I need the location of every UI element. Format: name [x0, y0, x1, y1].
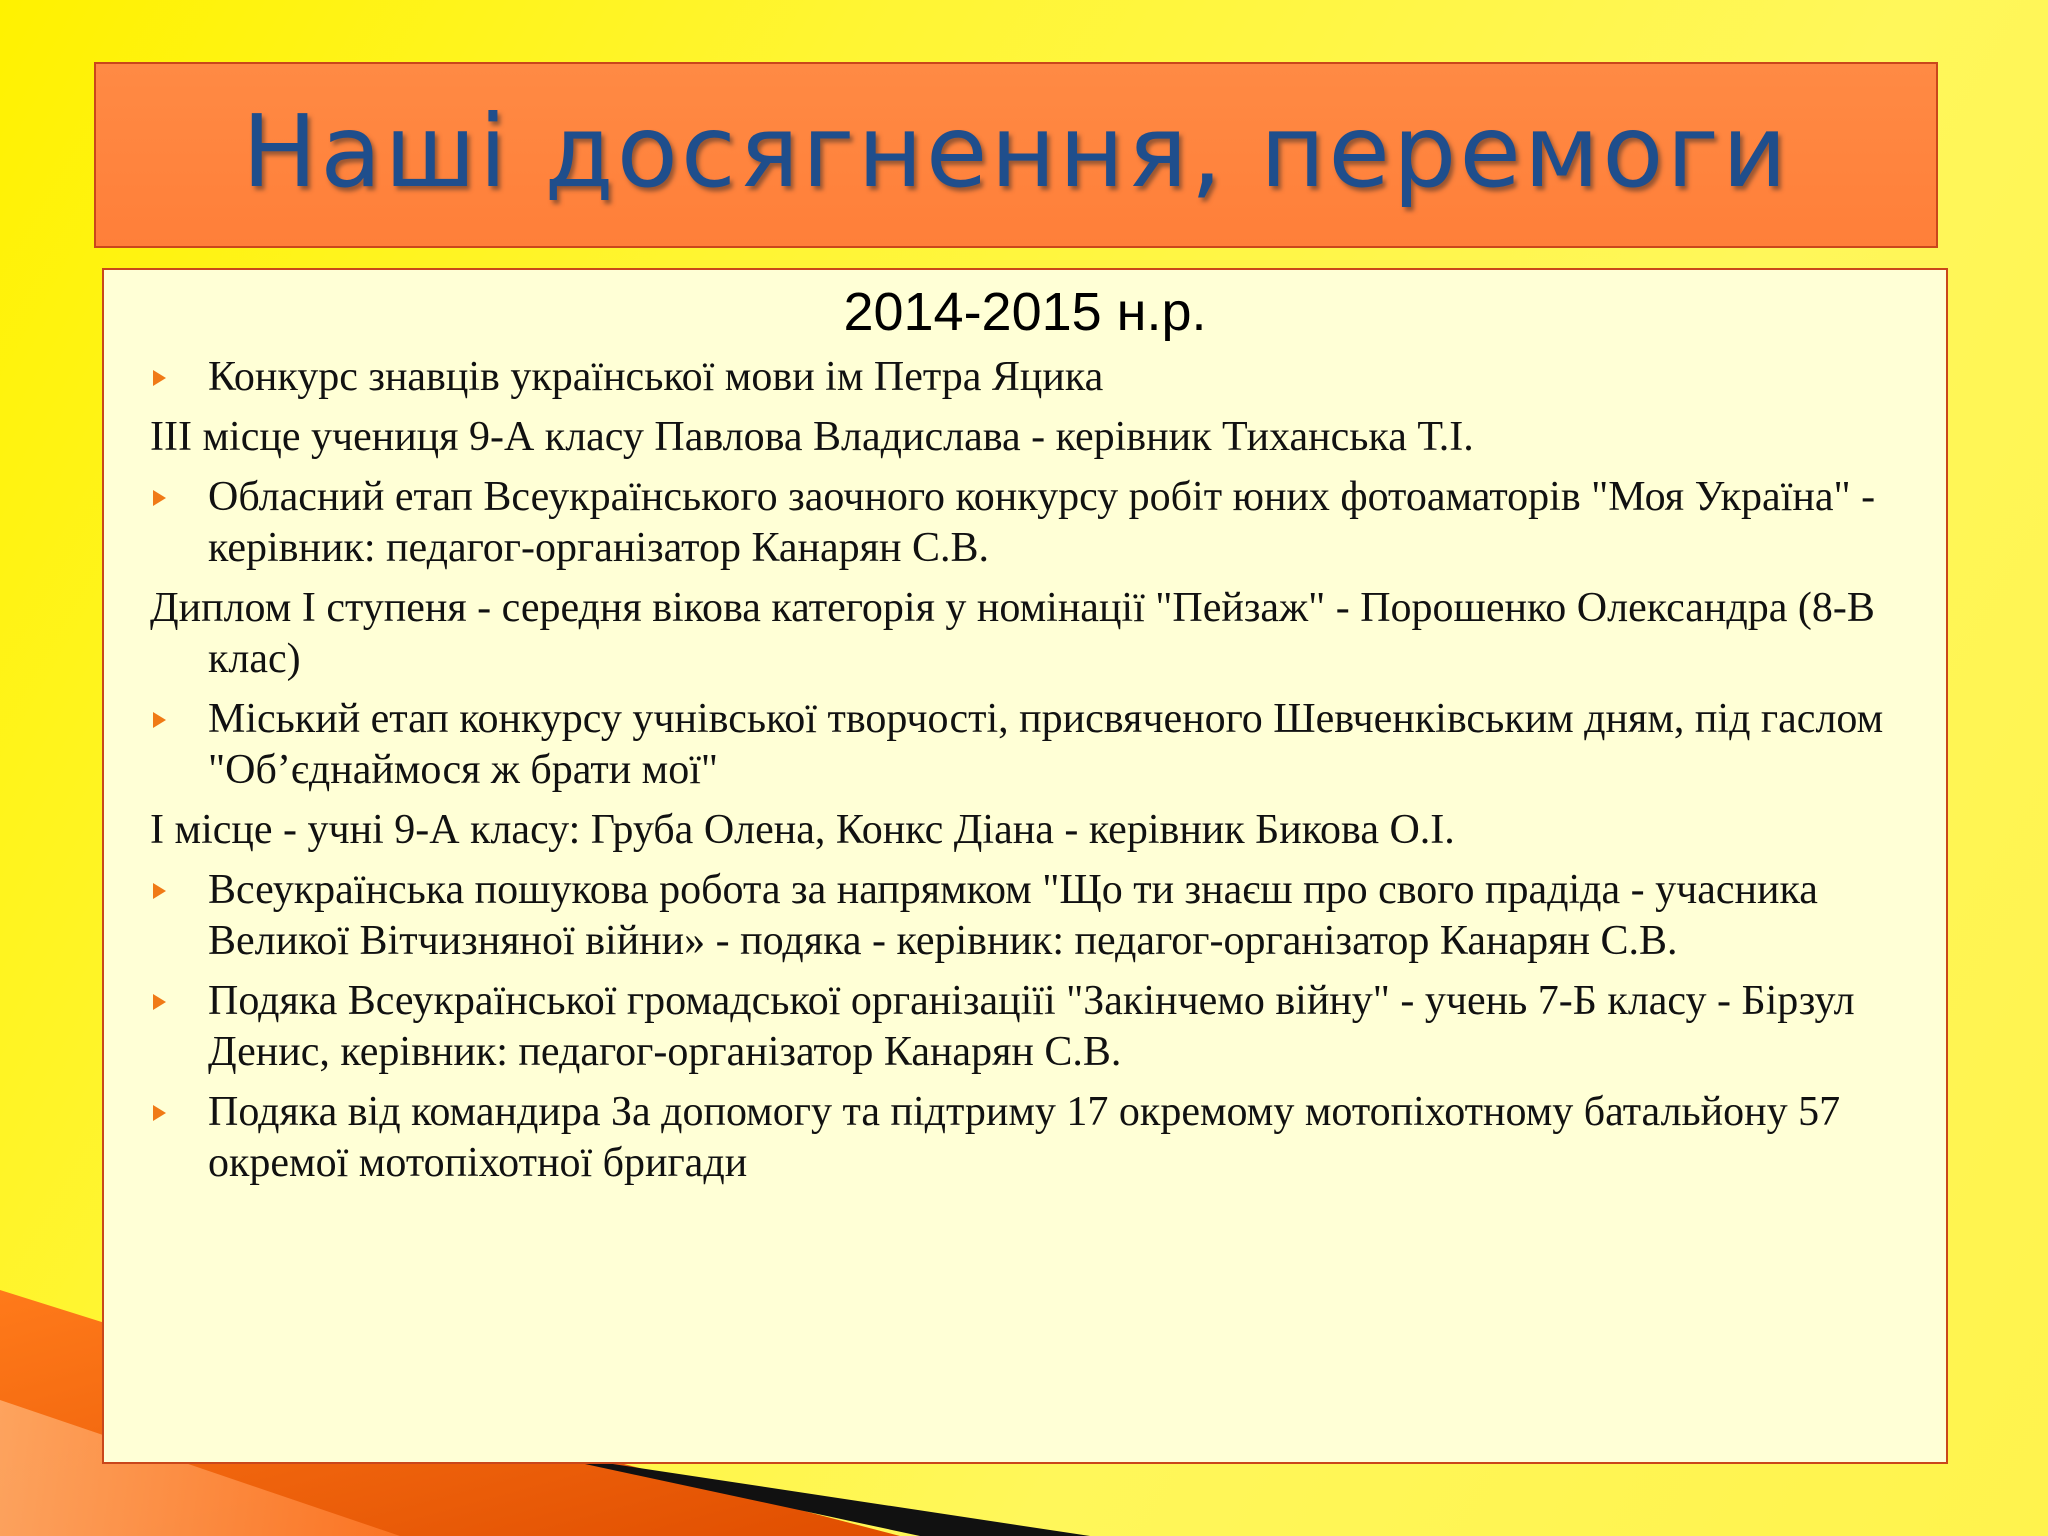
bullet-arrow-icon — [153, 994, 166, 1010]
list-item-text: Міський етап конкурсу учнівської творчості, присвяченого Шевченківським дням, під гаслом "Об’єднаймося ж брати мої" — [208, 696, 1884, 793]
list-item — [150, 352, 1940, 403]
result-line-text: І місце - учні 9-А класу: Груба Олена, Конкс Діана - керівник Бикова О.І. — [150, 807, 1455, 853]
content-panel — [102, 268, 1948, 1464]
list-item-text: Обласний етап Всеукраїнського заочного конкурсу робіт юних фотоаматорів "Моя Україна" - керівник: педагог-організатор Канарян С.В. — [208, 474, 1876, 571]
result-line — [150, 583, 1940, 685]
result-line — [150, 412, 1940, 463]
list-item-text: Подяка Всеукраїнської громадської організаціїі "Закінчемо війну" - учень 7-Б класу - Бірзул Денис, керівник: педагог-організатор Канарян С.В. — [208, 978, 1855, 1075]
bullet-arrow-icon — [153, 370, 166, 386]
slide-title: Наші досягнення, перемоги — [242, 93, 1790, 210]
list-item — [150, 976, 1940, 1078]
result-line-text: ІІІ місце учениця 9-А класу Павлова Владислава - керівник Тиханська Т.І. — [150, 414, 1474, 460]
list-item — [150, 865, 1940, 967]
bullet-arrow-icon — [153, 883, 166, 899]
list-item-text: Всеукраїнська пошукова робота за напрямком "Що ти знаєш про свого прадіда - учасника Великої Вітчизняної війни» - подяка - керівник: педагог-організатор Канарян С.В. — [208, 867, 1818, 964]
bullet-arrow-icon — [153, 1105, 166, 1121]
list-item — [150, 1087, 1940, 1189]
school-year-heading: 2014-2015 н.р. — [843, 282, 1207, 342]
list-item — [150, 472, 1940, 574]
bullet-arrow-icon — [153, 490, 166, 506]
bullet-arrow-icon — [153, 712, 166, 728]
list-item-text: Подяка від командира За допомогу та підтриму 17 окремому мотопіхотному батальйону 57 окремої мотопіхотної бригади — [208, 1089, 1841, 1186]
list-item-text: Конкурс знавців української мови ім Петра Яцика — [208, 354, 1104, 400]
list-item — [150, 694, 1940, 796]
result-line — [150, 805, 1940, 856]
result-line-text: Диплом І ступеня - середня вікова категорія у номінації "Пейзаж" - Порошенко Олександра (8-В клас) — [150, 585, 1875, 682]
achievement-list — [150, 352, 1940, 1198]
title-banner — [94, 62, 1938, 248]
